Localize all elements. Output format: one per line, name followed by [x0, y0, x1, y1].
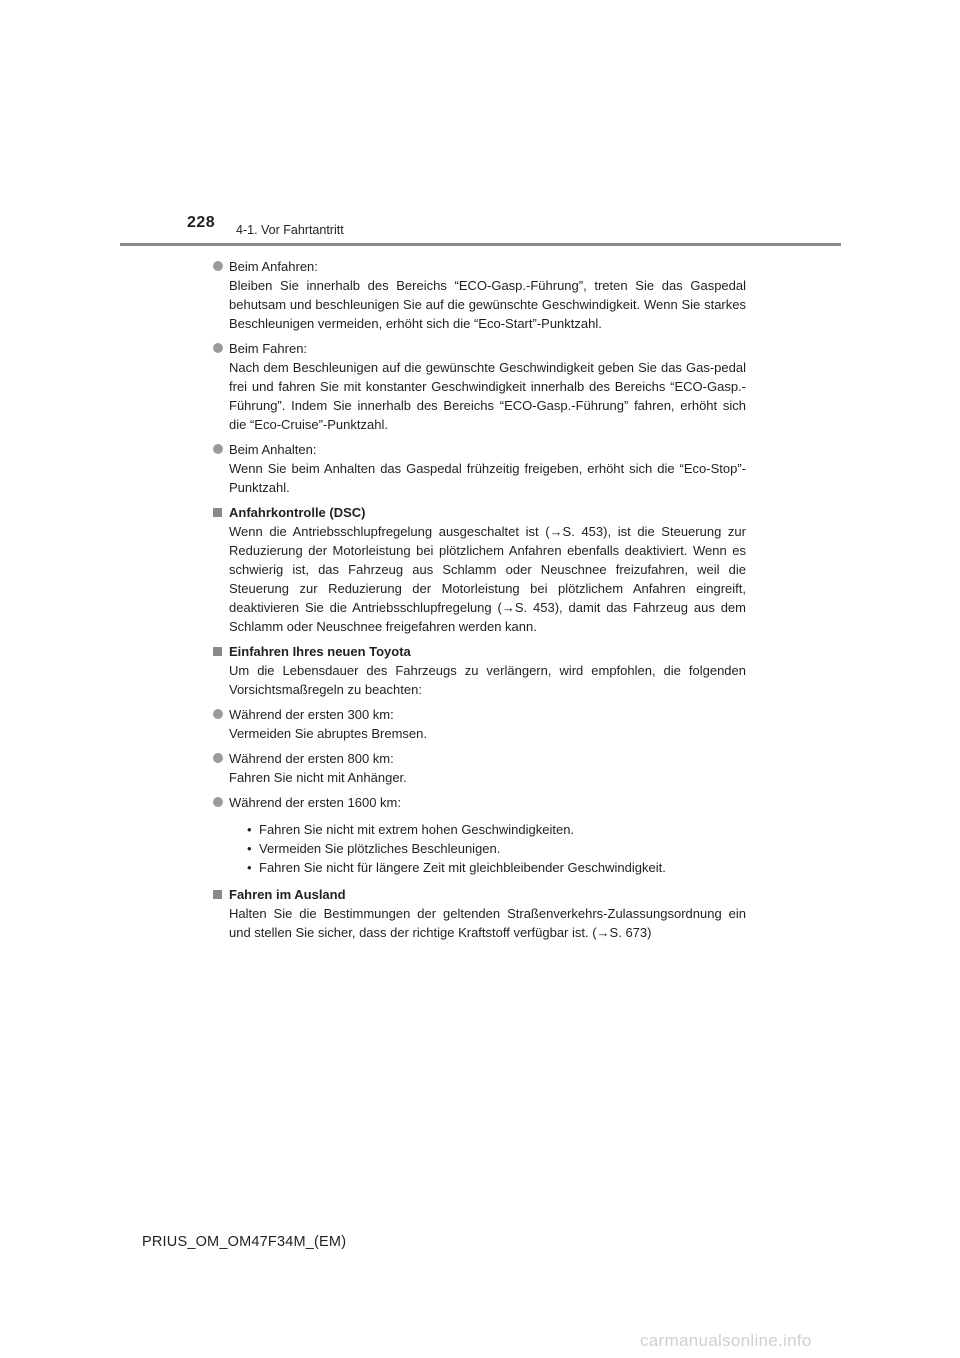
list-item-text: Bleiben Sie innerhalb des Bereichs “ECO-Gasp.-Führung”, treten Sie das Gaspedal behutsam und beschleunigen Sie auf die gewünschte Geschwindigkeit. Wenn Sie starkes Beschleunigen vermeiden, erhöht sich die “Eco-Start”-Punktzahl.	[229, 278, 746, 331]
section-heading: Anfahrkontrolle (DSC)	[229, 505, 366, 520]
sub-list-item	[247, 858, 746, 877]
dot-bullet-icon: •	[247, 841, 252, 856]
list-item-heading: Während der ersten 300 km:	[229, 707, 394, 722]
section-title: 4-1. Vor Fahrtantritt	[236, 223, 344, 237]
page-header	[0, 0, 960, 250]
section-heading: Fahren im Ausland	[229, 887, 346, 902]
list-item-text: Fahren Sie nicht mit Anhänger.	[229, 770, 407, 785]
list-item	[213, 440, 746, 497]
round-bullet-icon	[213, 444, 223, 454]
list-item	[213, 793, 746, 877]
list-item	[213, 257, 746, 333]
round-bullet-icon	[213, 343, 223, 353]
round-bullet-icon	[213, 709, 223, 719]
section-text: Wenn die Antriebsschlupfregelung ausgeschaltet ist (→S. 453), ist die Steuerung zur Reduzierung der Motorleistung bei plötzlichem Anfahren ebenfalls deaktiviert. Wenn es schwierig ist, das Fahrzeug aus Schlamm oder Neuschnee freizufahren, weil die Steuerung zur Reduzierung der Motorleistung bei plötzlichem Anfahren eingreift, deaktivieren Sie die Antriebsschlupfregelung (→S. 453), damit das Fahrzeug aus dem Schlamm oder Neuschnee freigefahren werden kann.	[229, 524, 746, 634]
round-bullet-icon	[213, 753, 223, 763]
list-item-heading: Beim Anfahren:	[229, 259, 318, 274]
sub-list-item	[247, 839, 746, 858]
list-item-text: Wenn Sie beim Anhalten das Gaspedal frühzeitig freigeben, erhöht sich die “Eco-Stop”-Punktzahl.	[229, 461, 746, 495]
sub-list-item-text: Vermeiden Sie plötzliches Beschleunigen.	[259, 841, 501, 856]
list-item-text: Nach dem Beschleunigen auf die gewünschte Geschwindigkeit geben Sie das Gas-pedal frei und fahren Sie mit konstanter Geschwindigkeit innerhalb des Bereichs “ECO-Gasp.-Führung”. Indem Sie innerhalb des Bereichs “ECO-Gasp.-Führung” fahren, erhöht sich die “Eco-Cruise”-Punktzahl.	[229, 360, 746, 432]
section-text: Um die Lebensdauer des Fahrzeugs zu verlängern, wird empfohlen, die folgenden Vorsichtsmaßregeln zu beachten:	[229, 663, 746, 697]
sub-list	[247, 820, 746, 877]
list-item	[213, 749, 746, 787]
list-item-heading: Beim Anhalten:	[229, 442, 317, 457]
section-dsc	[213, 503, 746, 636]
square-bullet-icon	[213, 647, 222, 656]
list-item	[213, 705, 746, 743]
section-text: Halten Sie die Bestimmungen der geltenden Straßenverkehrs-Zulassungsordnung ein und stellen Sie sicher, dass der richtige Kraftstoff verfügbar ist. (→S. 673)	[229, 906, 746, 940]
square-bullet-icon	[213, 508, 222, 517]
dot-bullet-icon: •	[247, 860, 252, 875]
list-item-heading: Während der ersten 800 km:	[229, 751, 394, 766]
section-breakin	[213, 642, 746, 699]
square-bullet-icon	[213, 890, 222, 899]
sub-list-item-text: Fahren Sie nicht mit extrem hohen Geschwindigkeiten.	[259, 822, 575, 837]
section-heading: Einfahren Ihres neuen Toyota	[229, 644, 411, 659]
page-number: 228	[187, 214, 216, 231]
sub-list-item	[247, 820, 746, 839]
dot-bullet-icon: •	[247, 822, 252, 837]
round-bullet-icon	[213, 261, 223, 271]
list-item-heading: Während der ersten 1600 km:	[229, 795, 401, 810]
header-rule	[120, 243, 841, 246]
list-item	[213, 339, 746, 434]
list-item-text: Vermeiden Sie abruptes Bremsen.	[229, 726, 427, 741]
document-id: PRIUS_OM_OM47F34M_(EM)	[142, 1234, 347, 1250]
list-item-heading: Beim Fahren:	[229, 341, 308, 356]
page-content	[213, 257, 746, 948]
sub-list-item-text: Fahren Sie nicht für längere Zeit mit gleichbleibender Geschwindigkeit.	[259, 860, 666, 875]
watermark: carmanualsonline.info	[640, 1331, 812, 1350]
round-bullet-icon	[213, 797, 223, 807]
section-abroad	[213, 885, 746, 942]
